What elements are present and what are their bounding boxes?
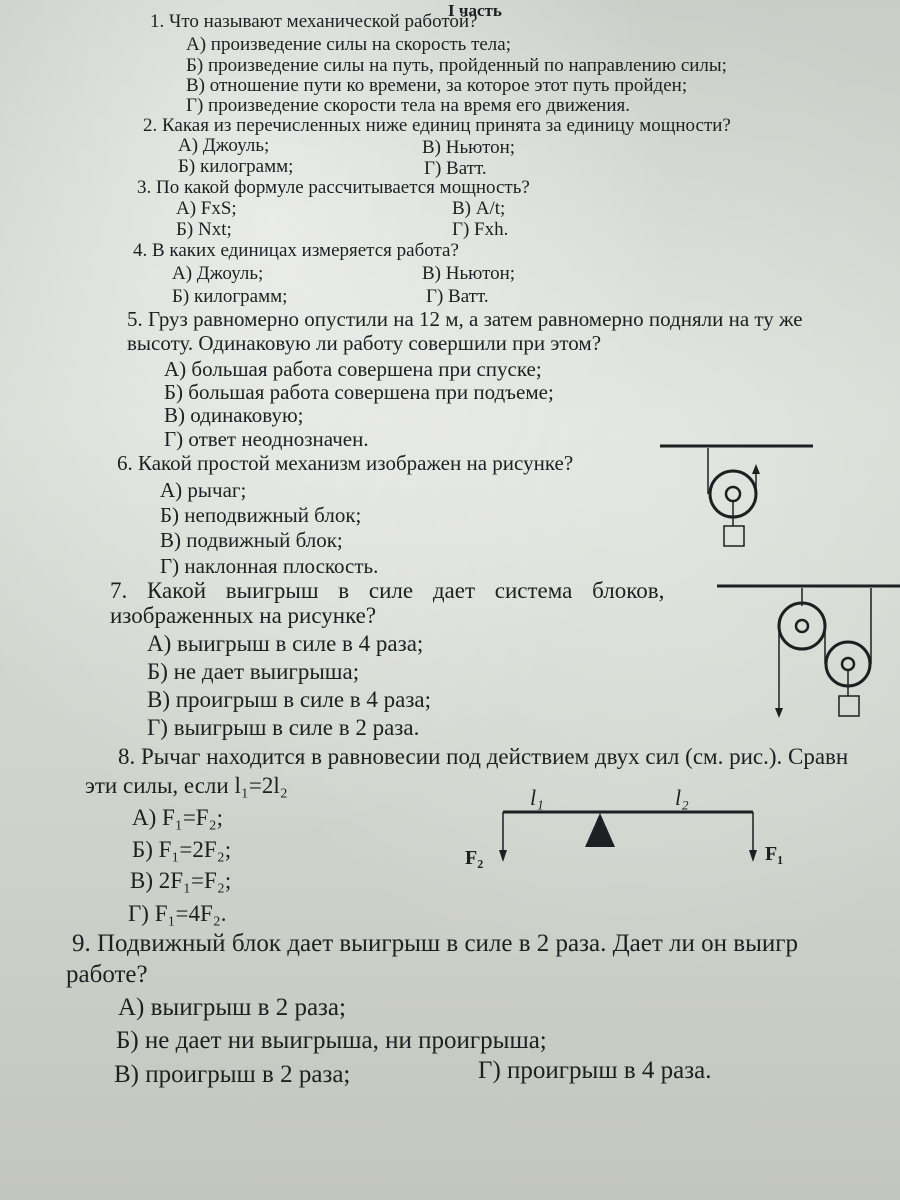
q1-option-b: Б) произведение силы на путь, пройденный по направлению силы; [186,55,727,76]
q3-option-b: Б) Nxt; [176,219,232,240]
q1-option-a: А) произведение силы на скорость тела; [186,34,512,55]
q1-option-c: В) отношение пути ко времени, за которое этот путь пройден; [186,75,688,96]
q4-option-a: А) Джоуль; [172,263,264,284]
q2-option-d: Г) Ватт. [424,158,487,179]
q5-text-line2: высоту. Одинаковую ли работу совершили при этом? [127,331,602,355]
q7-pulley-system-figure [715,578,900,726]
lever-label-l1: l₁ [530,785,544,810]
q4-option-b: Б) килограмм; [172,286,288,307]
q3-option-a: А) FxS; [176,198,237,219]
q7-option-c: В) проигрыш в силе в 4 раза; [147,687,432,712]
q5-option-a: А) большая работа совершена при спуске; [164,357,542,381]
lever-force-f1: F₁ [765,843,784,865]
q6-option-d: Г) наклонная плоскость. [160,554,379,578]
q4-option-c: В) Ньютон; [422,263,516,284]
q6-option-c: В) подвижный блок; [160,528,343,552]
q2-option-a: А) Джоуль; [178,135,270,156]
q9-option-c: В) проигрыш в 2 раза; [114,1061,351,1088]
q6-pulley-figure [655,436,820,556]
q1-text: 1. Что называют механической работой? [150,11,478,32]
q7-text-line1: 7. Какой выигрыш в силе дает система блоков, [110,578,665,603]
q6-text: 6. Какой простой механизм изображен на рисунке? [117,451,574,475]
q3-text: 3. По какой формуле рассчитывается мощность? [137,177,530,198]
q8-option-c: В) 2F₁=F₂; [130,868,232,893]
q7-option-d: Г) выигрыш в силе в 2 раза. [147,715,420,740]
lever-label-l2: l₂ [675,785,689,810]
q3-option-d: Г) Fxh. [452,219,509,240]
q5-option-b: Б) большая работа совершена при подъеме; [164,380,554,404]
q5-option-c: В) одинаковую; [164,403,304,427]
q7-option-a: А) выигрыш в силе в 4 раза; [147,631,424,656]
q8-lever-figure [455,780,800,875]
q3-option-c: В) A/t; [452,198,506,219]
q4-text: 4. В каких единицах измеряется работа? [133,240,459,261]
q9-option-b: Б) не дает ни выигрыша, ни проигрыша; [116,1027,547,1054]
q7-option-b: Б) не дает выигрыша; [147,659,360,684]
q6-option-a: А) рычаг; [160,478,247,502]
q4-option-d: Г) Ватт. [426,286,489,307]
lever-force-f2: F₂ [465,847,484,869]
q9-option-a: А) выигрыш в 2 раза; [118,994,346,1021]
q9-text-line2: работе? [66,961,148,988]
q5-option-d: Г) ответ неоднозначен. [164,427,369,451]
q2-option-c: В) Ньютон; [422,137,516,158]
q8-option-a: А) F₁=F₂; [132,805,224,830]
q8-option-b: Б) F₁=2F₂; [132,837,232,862]
q8-text-line1: 8. Рычаг находится в равновесии под действием двух сил (см. рис.). Сравн [118,744,849,769]
q2-option-b: Б) килограмм; [178,156,294,177]
q8-option-d: Г) F₁=4F₂. [128,901,227,926]
q9-text-line1: 9. Подвижный блок дает выигрыш в силе в 2 раза. Дает ли он выигр [72,930,799,957]
q1-option-d: Г) произведение скорости тела на время его движения. [186,95,631,116]
q8-text-line2: эти силы, если l₁=2l₂ [85,773,288,798]
q7-text-line2: изображенных на рисунке? [110,603,377,628]
q6-option-b: Б) неподвижный блок; [160,503,362,527]
q9-option-d: Г) проигрыш в 4 раза. [478,1057,712,1084]
q2-text: 2. Какая из перечисленных ниже единиц принята за единицу мощности? [143,115,731,136]
part-header: I часть [448,1,502,20]
q5-text-line1: 5. Груз равномерно опустили на 12 м, а затем равномерно подняли на ту же [127,307,803,331]
